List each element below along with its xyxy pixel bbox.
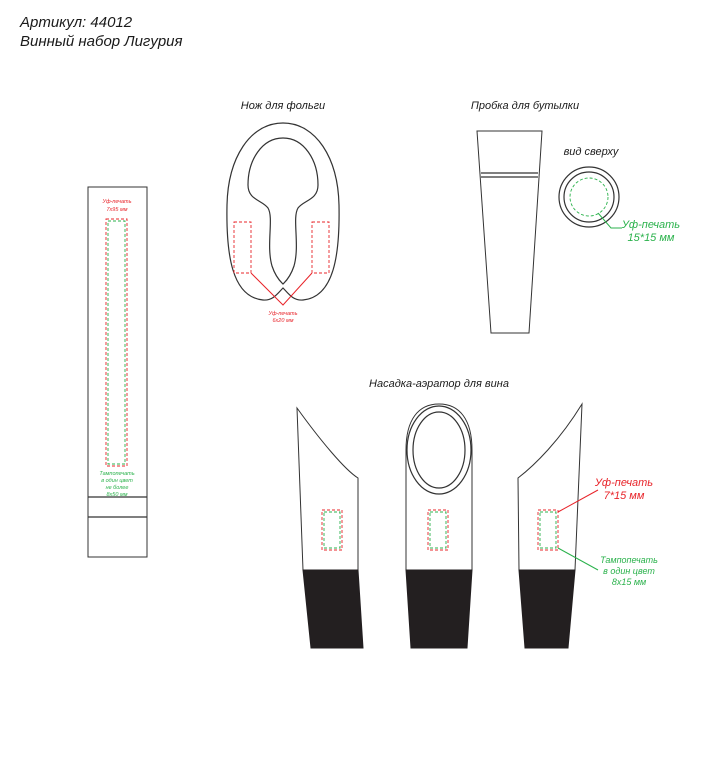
aerator-drawing [297,378,658,648]
stopper-side-outline [477,131,542,333]
article-number: Артикул: 44012 [20,14,133,31]
box-outline [88,187,147,557]
knife-drawing [227,100,339,324]
stopper-uv-label: Уф-печать [621,219,681,231]
stopper-leader [598,213,622,228]
stopper-pad-area [570,178,608,216]
knife-outline [227,123,339,300]
aerator-front-black-part [406,570,472,648]
aerator-left-black-part [303,570,363,648]
stopper-drawing [471,100,680,333]
box-drawing [88,187,147,557]
aerator-pad-line3: 8х15 мм [611,577,647,587]
set-name: Винный набор Лигурия [20,33,183,50]
aerator-pad-line2: в один цвет [603,566,655,576]
box-uv-size: 7х95 мм [106,207,128,213]
aerator-left-body [297,408,358,570]
box-pad-line3: не более [105,485,129,491]
knife-uv-label: Уф-печать [268,311,298,317]
knife-title: Нож для фольги [240,100,326,112]
knife-uv-area-left [234,222,251,273]
box-pad-line4: 8х50 мм [106,492,128,498]
stopper-uv-size: 15*15 мм [627,232,675,244]
aerator-uv-size: 7*15 мм [603,490,645,502]
knife-uv-area-right [312,222,329,273]
aerator-right-black-part [519,570,575,648]
box-pad-line1: Тампопечать [99,471,135,477]
box-uv-label: Уф-печать [102,199,132,205]
knife-inner-cutout [248,138,318,284]
aerator-pad-line1: Тампопечать [600,555,658,565]
aerator-right-body [518,404,582,570]
box-pad-line2: в один цвет [101,478,133,484]
aerator-title: Насадка-аэратор для вина [369,378,509,390]
stopper-title: Пробка для бутылки [470,100,580,112]
stopper-top-outer [559,167,619,227]
aerator-front-body [406,404,472,570]
aerator-uv-label: Уф-печать [594,477,654,489]
knife-uv-size: 6х20 мм [272,318,294,324]
stopper-top-inner [564,172,614,222]
stopper-top-view-label: вид сверху [563,146,619,158]
